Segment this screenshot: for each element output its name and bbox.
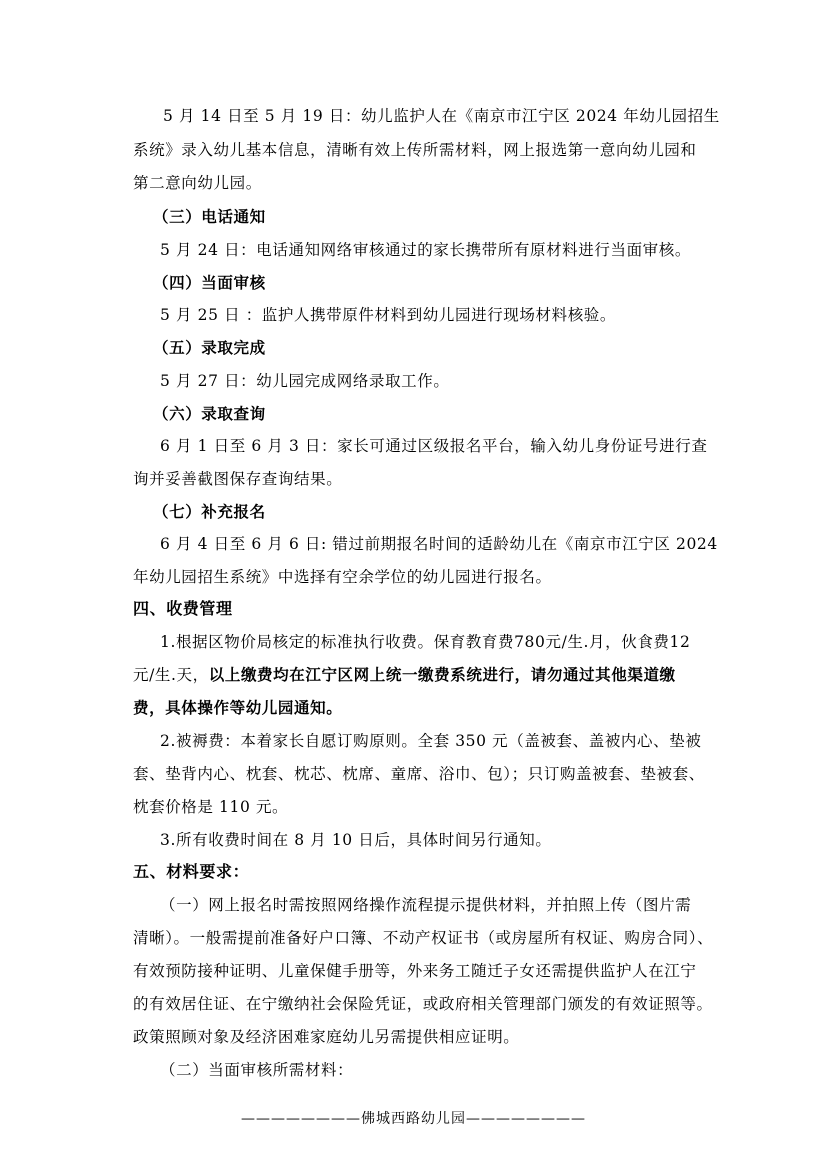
paragraph-line: 的有效居住证、在宁缴纳社会保险凭证，或政府相关管理部门颁发的有效证照等。	[133, 995, 713, 1013]
paragraph-line: 政策照顾对象及经济困难家庭幼儿另需提供相应证明。	[133, 1028, 520, 1046]
paragraph-line: 清晰）。一般需提前准备好户口簿、不动产权证书（或房屋所有权证、购房合同）、	[133, 929, 714, 947]
subheading-in-person-review: （四）当面审核	[153, 273, 266, 292]
fee-notice-bold: 以上缴费均在江宁区网上统一缴费系统进行，请勿通过其他渠道缴	[208, 665, 676, 684]
paragraph-line: 2.被褥费：本着家长自愿订购原则。全套 350 元（盖被套、盖被内心、垫被	[160, 732, 702, 750]
paragraph-line: 有效预防接种证明、儿童保健手册等，外来务工随迁子女还需提供监护人在江宁	[133, 962, 697, 980]
paragraph-line	[133, 665, 676, 685]
paragraph-line: （二）当面审核所需材料：	[160, 1061, 354, 1079]
paragraph-line: 第二意向幼儿园。	[133, 174, 262, 192]
paragraph-line: 6 月 1 日至 6 月 3 日：家长可通过区级报名平台，输入幼儿身份证号进行查	[160, 437, 708, 455]
paragraph-line: 5 月 14 日至 5 月 19 日：幼儿监护人在《南京市江宁区 2024 年幼儿园招生	[163, 107, 720, 125]
paragraph-line: 6 月 4 日至 6 月 6 日: 错过前期报名时间的适龄幼儿在《南京市江宁区 2024	[160, 535, 718, 553]
paragraph-line: 套、垫背内心、枕套、枕芯、枕席、童席、浴巾、包）；只订购盖被套、垫被套、	[133, 765, 705, 783]
subheading-admission-complete: （五）录取完成	[153, 338, 266, 357]
paragraph-line: （一）网上报名时需按照网络操作流程提示提供材料，并拍照上传（图片需	[160, 896, 692, 914]
subheading-phone-notice: （三）电话通知	[153, 207, 266, 226]
fee-unit-text: 元/生.天，	[133, 666, 209, 684]
paragraph-line: 询并妥善截图保存查询结果。	[133, 470, 343, 488]
paragraph-line: 5 月 25 日 ：监护人携带原件材料到幼儿园进行现场材料核验。	[160, 306, 616, 324]
paragraph-line: 5 月 27 日：幼儿园完成网络录取工作。	[160, 372, 450, 390]
paragraph-line: 枕套价格是 110 元。	[133, 798, 289, 816]
section-heading-fees: 四、收费管理	[133, 599, 233, 618]
paragraph-line: 5 月 24 日：电话通知网络审核通过的家长携带所有原材料进行当面审核。	[160, 241, 691, 259]
paragraph-line: 3.所有收费时间在 8 月 10 日后，具体时间另行通知。	[160, 831, 552, 849]
page-footer: ————————佛城西路幼儿园————————	[241, 1111, 586, 1127]
section-heading-materials: 五、材料要求：	[133, 862, 250, 881]
paragraph-line: 系统》录入幼儿基本信息，清晰有效上传所需材料，网上报选第一意向幼儿园和	[133, 141, 697, 159]
subheading-admission-query: （六）录取查询	[153, 404, 266, 423]
subheading-supplementary-registration: （七）补充报名	[153, 502, 266, 521]
paragraph-line: 1.根据区物价局核定的标准执行收费。保育教育费780元/生.月，伙食费12	[160, 633, 691, 651]
fee-notice-bold-continued: 费，具体操作等幼儿园通知。	[133, 698, 343, 717]
paragraph-line: 年幼儿园招生系统》中选择有空余学位的幼儿园进行报名。	[133, 568, 552, 586]
